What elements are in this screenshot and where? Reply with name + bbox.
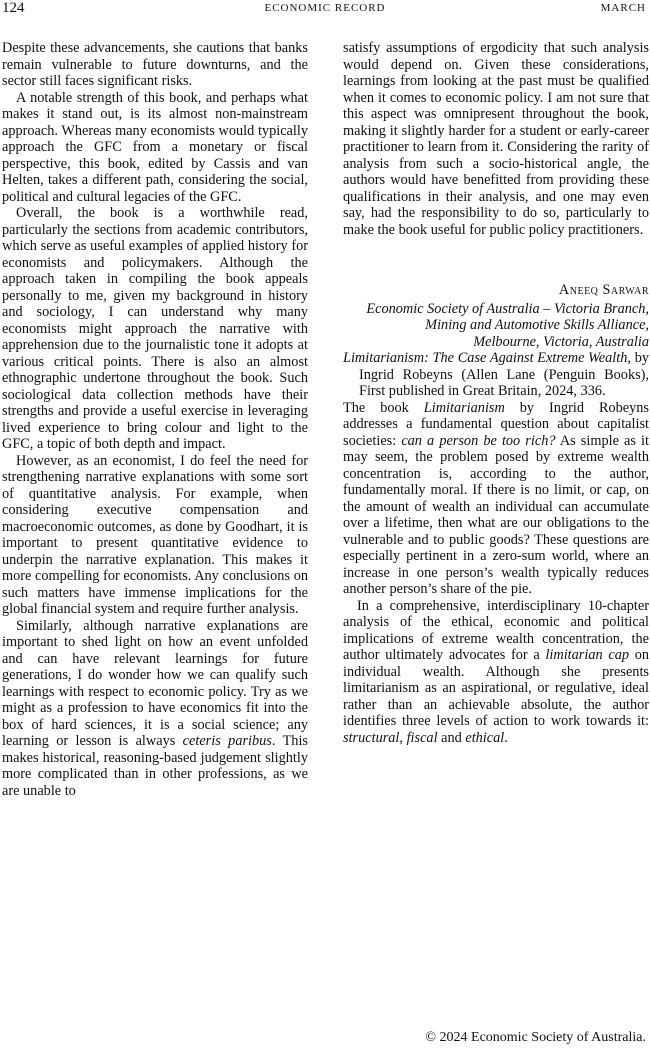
page-number: 124 [2,0,25,16]
right-column [343,40,649,746]
reviewer-signature [343,282,649,350]
paragraph: However, as an economist, I do feel the need for strengthening narrative explanations with some sort of quantitative analysis. For example, when considering executive compensation and macroeconomic outcomes, as done by Goodhart, it is important to present quantitative evidence to underpin the narrative explanation. This makes it more compelling for economists. Any conclusions on such matters have immense implications for the global financial system and require further analysis. [2,452,308,617]
paragraph: In a comprehensive, interdisciplinary 10-chapter analysis of the ethical, economic and political implications of extreme wealth concentration, the author ultimately advocates for a limitarian cap on individual wealth. Although she presents limitarianism as an aspirational, or regulative, ideal rather than an achievable absolute, the author identifies three levels of action to work towards it: structural, fiscal and ethical. [343,597,650,746]
reviewer-affiliation: Economic Society of Australia – Victoria Branch, Mining and Automotive Skills Alliance, Melbourne, Victoria, Australia [366,300,649,350]
left-column [2,40,308,799]
paragraph: The book Limitarianism by Ingrid Robeyns addresses a fundamental question about capitalist societies: can a person be too rich? As simple as it may seem, the problem posed by extreme wealth concentration is, according to the author, fundamentally moral. If there is no limit, or cap, on the amount of wealth an individual can accumulate over a lifetime, then what are our obligations to the vulnerable and to public goods? These questions are especially pertinent in a zero-sum world, where an increase in one person’s wealth typically reduces another person’s share of the pie. [343,399,649,597]
italic-term: ceteris paribus [182,733,272,749]
book-title: Limitarianism: The Case Against Extreme Wealth [343,350,628,366]
paragraph: Overall, the book is a worthwhile read, particularly the sections from academic contributors, which serve as useful examples of applied history for economists and policymakers. Although the approach taken in compiling the book appeals personally to me, given my background in history and sociology, I can understand why many economists might approach the narrative with apprehension due to the journalistic tone it adopts at various critical points. There is also an almost ethnographic undertone throughout the book. Such sociological data collection methods have their strengths and provide a useful exercise in leveraging lived experience to bring colour and light to the GFC, a topic of both depth and impact. [2,205,308,452]
paragraph: Similarly, although narrative explanations are important to shed light on how an event unfolded and can have relevant learnings for future generations, I do wonder how we can qualify such learnings with respect to economic policy. Try as we might as a profession to have economics fit into the box of hard sciences, it is a social science; any learning or lesson is always ceteris paribus. This makes historical, reasoning-based judgement slightly more complicated than in other professions, as we are unable to [2,617,308,799]
issue-month: MARCH [600,2,646,14]
copyright-footer: © 2024 Economic Society of Australia. [425,1030,646,1045]
book-review-heading [343,350,649,400]
running-header [0,0,650,20]
paragraph: satisfy assumptions of ergodicity that such analysis would depend on. Given these considerations, learnings from looking at the past must be qualified when it comes to economic policy. I am not sure that this aspect was omnipresent throughout the book, making it slightly harder for a student or early-career practitioner to learn from it. Considering the rarity of analysis from such a socio-historical angle, the authors would have benefitted from providing these qualifications in their analysis, and one may even say, had the responsibility to do so, particularly to make the book useful for public policy practitioners. [343,40,649,238]
paragraph: Despite these advancements, she cautions that banks remain vulnerable to future downturns, and the sector still faces significant risks. [2,40,308,89]
journal-title: ECONOMIC RECORD [264,2,386,14]
book-details: , by Ingrid Robeyns (Allen Lane (Penguin Books), First published in Great Britain, 2024, 336. [359,350,649,399]
paragraph: A notable strength of this book, and perhaps what makes it stand out, is its almost non-mainstream approach. Whereas many economists would typically approach the GFC from a monetary or fiscal perspective, this book, edited by Cassis and van Helten, takes a different path, considering the social, political and cultural legacies of the GFC. [2,89,308,205]
reviewer-name: Aneeq Sarwar [558,282,649,298]
